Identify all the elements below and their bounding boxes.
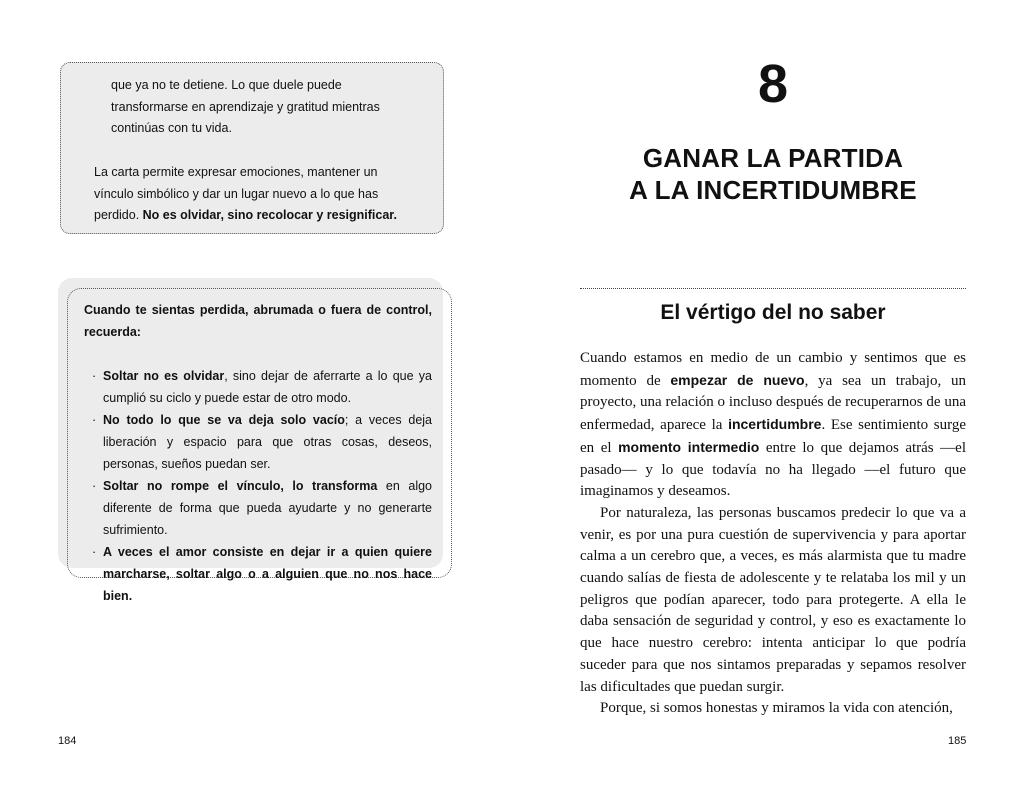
body-text-run: , ya sea un trabajo, un proyecto, una relación o incluso después de recuperarnos de una enfermedad, aparece la <box>580 372 966 434</box>
list-item-bold: Soltar no rompe el vínculo, lo transforma <box>103 479 378 493</box>
body-text-run: entre lo que dejamos atrás —el pasado— y lo que todavía no ha llegado —el futuro que imaginamos y deseamos. <box>580 439 966 500</box>
chapter-title <box>580 142 966 206</box>
reminder-intro: Cuando te sientas perdida, abrumada o fuera de control, recuerda: <box>84 303 432 339</box>
body-text-run: Cuando estamos en medio de un cambio y sentimos que es momento de <box>580 350 966 389</box>
list-item <box>92 541 432 607</box>
list-item <box>92 365 432 409</box>
callout-paragraph: que ya no te detiene. Lo que duele puede transformarse en aprendizaje y gratitud mientras continúas con tu vida. <box>111 78 380 135</box>
callout-box-letter <box>60 62 444 234</box>
list-item-text: en algo diferente de forma que pueda ayudarte y no generarte sufrimiento. <box>103 479 433 537</box>
list-item-bold: Soltar no es olvidar <box>103 369 225 383</box>
list-item <box>92 475 432 541</box>
chapter-title-line: A LA INCERTIDUMBRE <box>629 175 917 205</box>
dotted-divider <box>580 288 966 289</box>
page-number-left: 184 <box>58 735 77 747</box>
chapter-number: 8 <box>757 54 789 114</box>
body-paragraph <box>580 348 966 503</box>
body-text <box>580 348 966 720</box>
list-item <box>92 409 432 475</box>
list-item-text: ; a veces deja liberación y espacio para que otras cosas, deseos, personas, sueños puedan ser. <box>103 413 432 471</box>
callout-paragraph <box>94 162 414 227</box>
keyword: incertidumbre <box>728 416 822 433</box>
keyword: empezar de nuevo <box>670 371 805 388</box>
callout-text: La carta permite expresar emociones, mantener un vínculo simbólico y dar un lugar nuevo a lo que has perdido. <box>94 165 379 222</box>
bullet-icon: · <box>92 545 97 559</box>
page-number-right: 185 <box>948 735 967 747</box>
body-paragraph: Porque, si somos honestas y miramos la vida con atención, <box>600 700 953 717</box>
chapter-title-line: GANAR LA PARTIDA <box>642 143 904 173</box>
reminder-box <box>67 288 452 603</box>
reminder-list <box>92 365 432 607</box>
callout-emphasis: No es olvidar, sino recolocar y resignificar. <box>142 208 397 222</box>
body-text-run: . Ese sentimiento surge en el <box>580 417 966 456</box>
bullet-icon: · <box>92 369 97 383</box>
keyword: momento intermedio <box>618 438 760 455</box>
bullet-icon: · <box>92 413 97 427</box>
list-item-bold: No todo lo que se va deja solo vacío <box>103 413 345 427</box>
bullet-icon: · <box>92 479 97 493</box>
list-item-bold: A veces el amor consiste en dejar ir a quien quiere marcharse, soltar algo o a alguien que no nos hace bien. <box>103 545 432 603</box>
section-title: El vértigo del no saber <box>660 301 886 324</box>
body-paragraph: Por naturaleza, las personas buscamos predecir lo que va a venir, es por una pura cuestión de supervivencia y para aportar calma a un cerebro que, a veces, es más alarmista que tu madre cuando salías de fiesta de adolescente y te relataba los mil y un peligros que podían aparecer, todo para protegerte. A ella le daba sensación de seguridad y control, y eso es exactamente lo que hace nuestro cerebro: intenta anticipar lo que podría suceder para que nos sintamos preparadas y sepamos resolver las dificultades que puedan surgir. <box>580 504 966 695</box>
list-item-text: , sino dejar de aferrarte a lo que ya cumplió su ciclo y puede estar de otro modo. <box>103 369 432 405</box>
